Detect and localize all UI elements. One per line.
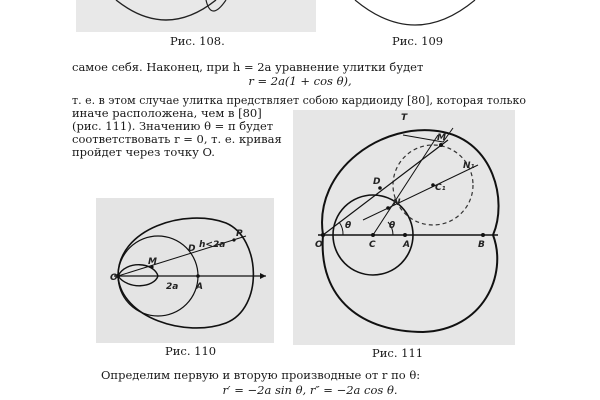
- figure-109-drawing: [350, 0, 480, 32]
- formula-cardioid: r = 2a(1 + cos θ),: [248, 74, 352, 88]
- figure-110-caption: Рис. 110: [165, 344, 217, 358]
- figure-108-caption: Рис. 108.: [170, 34, 225, 48]
- fig111-label-C1: C₁: [435, 183, 446, 193]
- text-line-1: самое себя. Наконец, при h = 2a уравнение улитки будет: [72, 60, 424, 74]
- fig111-label-A: A: [403, 240, 410, 250]
- figure-111-drawing: [293, 110, 515, 345]
- text-line-5: соответствовать r = 0, т. е. кривая: [72, 132, 282, 146]
- fig110-label-D: D: [188, 244, 196, 254]
- figure-111: [293, 110, 515, 345]
- text-line-3: иначе расположена, чем в [80]: [72, 106, 262, 120]
- fig111-label-D: D: [373, 177, 381, 187]
- fig110-label-P: P: [236, 229, 243, 239]
- fig111-label-B: B: [478, 240, 485, 250]
- figure-111-caption: Рис. 111: [372, 346, 424, 360]
- figure-109-caption: Рис. 109: [392, 34, 444, 48]
- fig111-label-N1: N₁: [463, 161, 475, 171]
- text-line-4: (рис. 111). Значению θ = π будет: [72, 119, 274, 133]
- figure-110: [96, 198, 274, 343]
- figure-108: [76, 0, 316, 32]
- fig111-label-M: M: [437, 133, 446, 143]
- fig111-label-O: O: [315, 240, 323, 250]
- fig110-label-h: h<2a: [199, 240, 226, 250]
- fig110-label-O: O: [110, 273, 118, 283]
- figure-110-drawing: [96, 198, 274, 343]
- fig110-label-M: M: [148, 257, 157, 267]
- fig111-label-theta1: θ: [345, 221, 352, 231]
- fig111-label-N: N: [393, 198, 401, 208]
- text-line-2: т. е. в этом случае улитка предствляет собою кардиоиду [80], которая только: [72, 94, 526, 107]
- fig110-label-A: A: [196, 282, 203, 292]
- formula-derivatives: r′ = −2a sin θ, r″ = −2a cos θ.: [222, 383, 398, 397]
- text-line-7: Определим первую и вторую производные от r по θ:: [101, 368, 421, 382]
- fig111-label-T: T: [401, 113, 408, 123]
- fig111-label-theta2: θ: [389, 221, 396, 231]
- fig111-label-C: C: [369, 240, 376, 250]
- fig110-label-2a: 2a: [166, 282, 179, 292]
- text-line-6: пройдет через точку O.: [72, 145, 215, 159]
- figure-108-drawing: [76, 0, 316, 32]
